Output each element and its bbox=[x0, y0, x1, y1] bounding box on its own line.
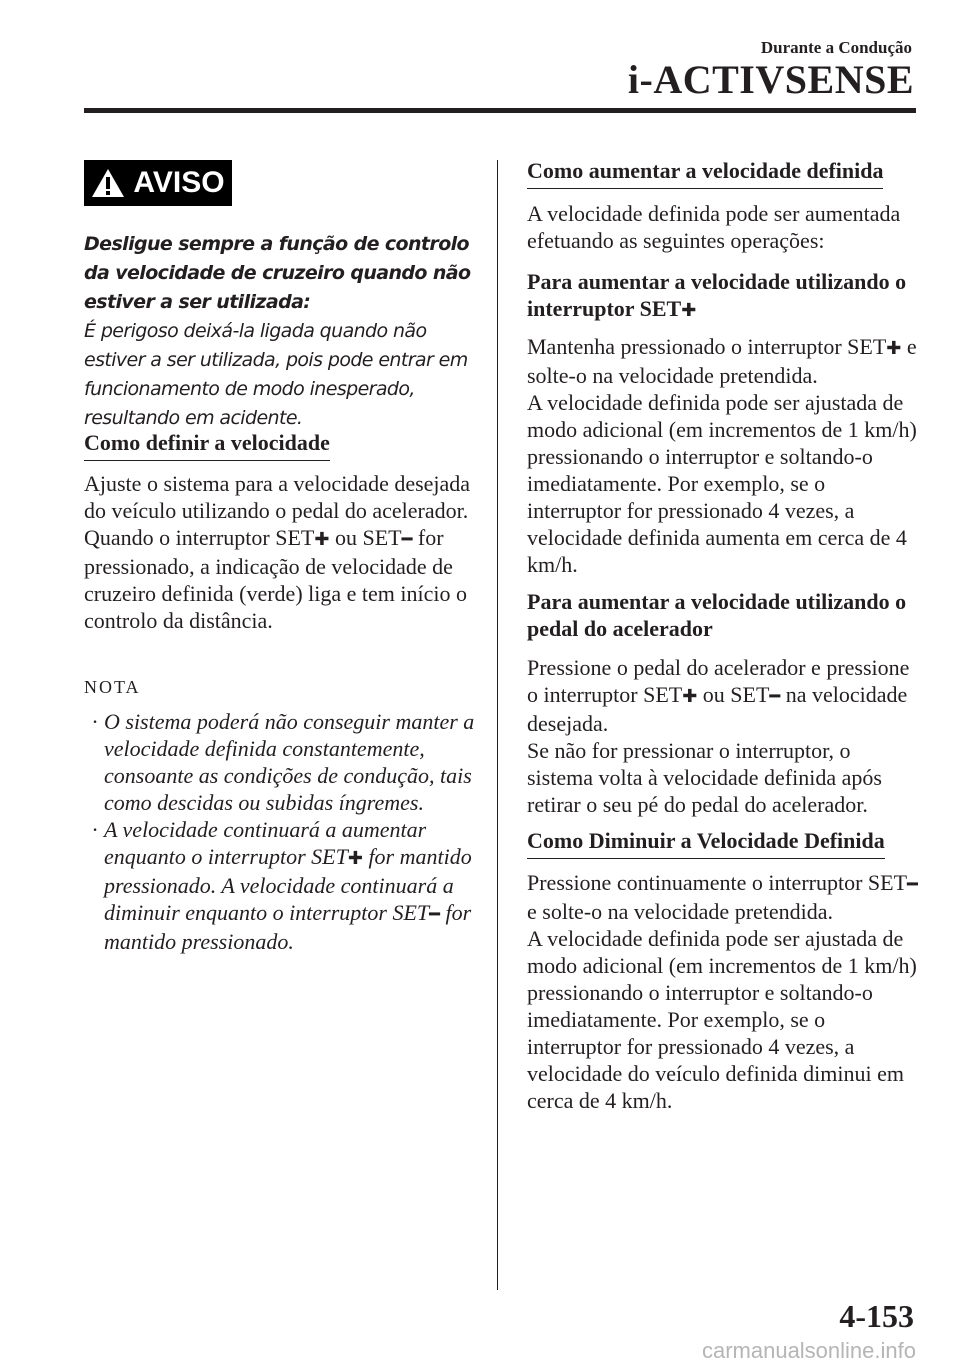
note-item: · A velocidade continuará a aumentar enquanto o interruptor SET✚ for mantido pressionado. A velocidade continuará a diminuir enquanto o interruptor SET━ for mantido pressionado. bbox=[91, 817, 472, 954]
plus-icon: ✚ bbox=[314, 529, 330, 550]
warning-bold-text: Desligue sempre a função de controlo da velocidade de cruzeiro quando não estiver a ser utilizada: É perigoso deixá-la ligada quando não estiver a ser utilizada, pois pode entrar em funcionamento de modo inesperado, resultando em acidente. bbox=[84, 230, 476, 433]
watermark: carmanualsonline.info bbox=[701, 1338, 916, 1363]
minus-icon: ━ bbox=[769, 686, 781, 707]
warning-badge-label: AVISO bbox=[133, 166, 225, 199]
accelerator-paragraph-2: Se não for pressionar o interruptor, o sistema volta à velocidade definida após retirar o seu pé do pedal do acelerador. bbox=[527, 738, 882, 817]
heading-decrease-speed: Como Diminuir a Velocidade Definida bbox=[527, 828, 885, 859]
minus-icon: ━ bbox=[907, 874, 918, 895]
heading-increase-speed: Como aumentar a velocidade definida bbox=[527, 158, 883, 189]
heading-set-speed: Como definir a velocidade bbox=[84, 430, 330, 461]
page-number: 4-153 bbox=[839, 1298, 914, 1334]
subheading-set-plus: Para aumentar a velocidade utilizando o interruptor SET✚ bbox=[527, 269, 907, 321]
nota-label: NOTA bbox=[84, 677, 141, 697]
plus-icon: ✚ bbox=[347, 848, 363, 869]
chapter-title: i-ACTIVSENSE bbox=[627, 57, 914, 102]
accelerator-text: Pressione o pedal do acelerador e pressione o interruptor SET✚ ou SET━ na velocidade desejada. Se não for pressionar o interruptor, o sistema volta à velocidade definida após retirar o seu pé do pedal do acelerador. bbox=[527, 654, 919, 818]
set-speed-paragraph-2: Quando o interruptor SET✚ ou SET━ for pressionado, a indicação de velocidade de cruzeiro definida (verde) liga e tem início o controlo da distância. bbox=[84, 525, 467, 633]
decrease-paragraph-2: A velocidade definida pode ser ajustada de modo adicional (em incrementos de 1 km/h) pressionando o interruptor e soltando-o imediatamente. Por exemplo, se o interruptor for pressionado 4 vezes, a velocidade do veículo definida diminui em cerca de 4 km/h. bbox=[527, 926, 917, 1113]
set-speed-paragraph: Ajuste o sistema para a velocidade desejada do veículo utilizando o pedal do acelerador. bbox=[84, 471, 471, 523]
warning-body-text: É perigoso deixá-la ligada quando não estiver a ser utilizada, pois pode entrar em funcionamento de modo inesperado, resultando em acidente. bbox=[84, 320, 468, 429]
column-divider bbox=[497, 160, 498, 1290]
decrease-text: Pressione continuamente o interruptor SET━ e solte-o na velocidade pretendida. A velocidade definida pode ser ajustada de modo adicional (em incrementos de 1 km/h) pressionando o interruptor e soltando-o imediatamente. Por exemplo, se o interruptor for pressionado 4 vezes, a velocidade do veículo definida diminui em cerca de 4 km/h. bbox=[527, 870, 918, 1113]
section-title: Durante a Condução bbox=[760, 38, 912, 57]
nota-list bbox=[86, 708, 478, 955]
set-plus-paragraph-2: A velocidade definida pode ser ajustada de modo adicional (em incrementos de 1 km/h) pressionando o interruptor e soltando-o imediatamente. Por exemplo, se o interruptor for pressionado 4 vezes, a velocidade definida aumenta em cerca de 4 km/h. bbox=[527, 390, 917, 577]
subheading-accelerator: Para aumentar a velocidade utilizando o pedal do acelerador bbox=[527, 589, 907, 641]
minus-icon: ━ bbox=[401, 529, 413, 550]
set-speed-text bbox=[84, 470, 476, 634]
warning-badge bbox=[84, 160, 232, 206]
note-item: · O sistema poderá não conseguir manter a velocidade definida constantemente, consoante as condições de condução, tais como descidas ou subidas íngremes. bbox=[91, 709, 475, 815]
plus-icon: ✚ bbox=[886, 338, 902, 359]
set-plus-text: Mantenha pressionado o interruptor SET✚ e solte-o na velocidade pretendida. A velocidade definida pode ser ajustada de modo adicional (em incrementos de 1 km/h) pressionando o interruptor e soltando-o imediatamente. Por exemplo, se o interruptor for pressionado 4 vezes, a velocidade definida aumenta em cerca de 4 km/h. bbox=[527, 333, 919, 578]
header-rule bbox=[84, 108, 916, 113]
increase-intro: A velocidade definida pode ser aumentada efetuando as seguintes operações: bbox=[527, 201, 901, 253]
warning-triangle-icon bbox=[91, 168, 125, 198]
plus-icon: ✚ bbox=[681, 300, 697, 321]
plus-icon: ✚ bbox=[682, 686, 698, 707]
minus-icon: ━ bbox=[429, 904, 440, 925]
